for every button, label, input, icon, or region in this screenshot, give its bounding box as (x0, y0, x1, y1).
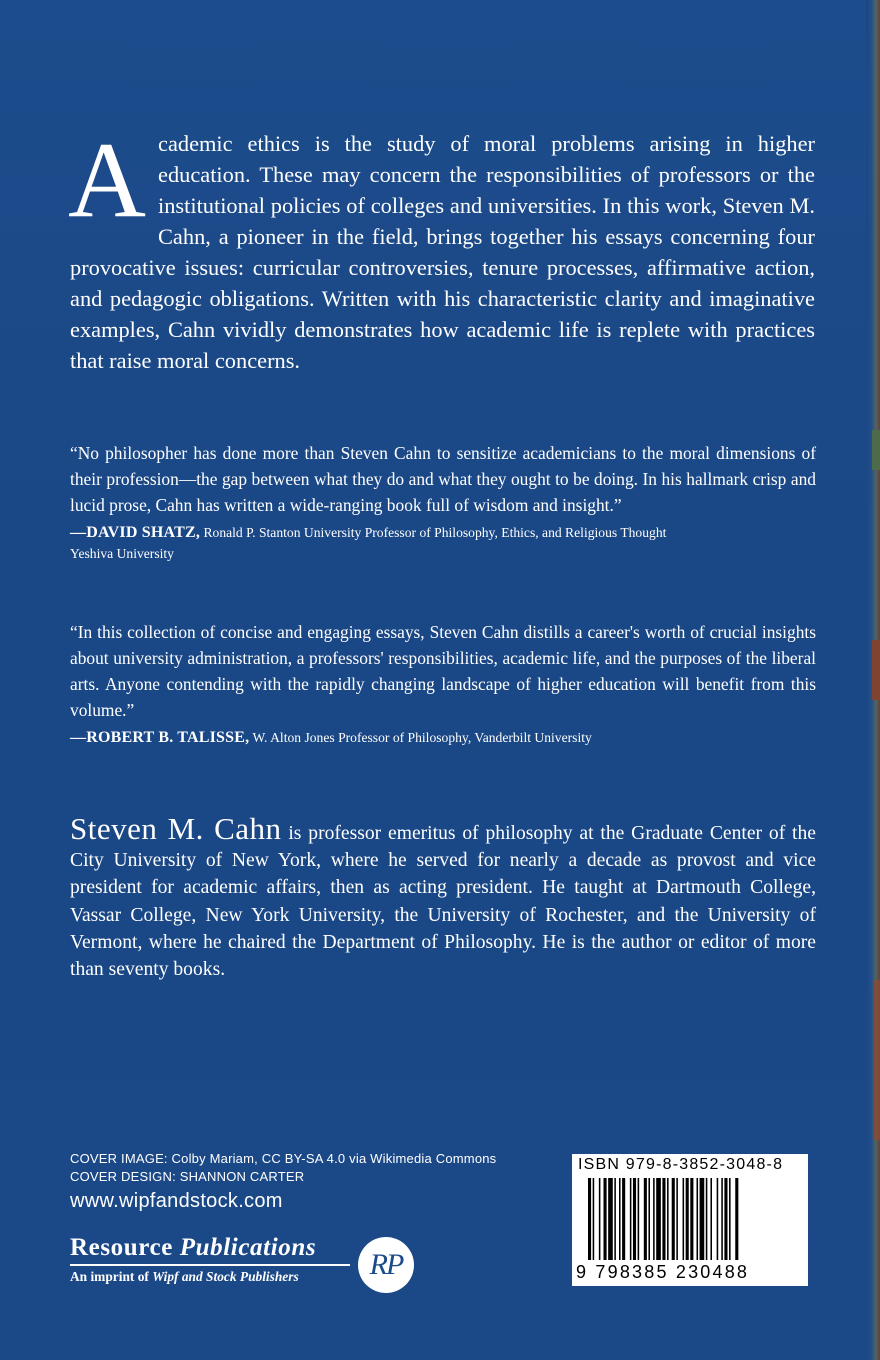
author-bio (70, 811, 816, 983)
publisher-name (70, 1234, 350, 1262)
barcode-bar (593, 1178, 595, 1260)
barcode-bar (599, 1178, 601, 1260)
publisher-name-part: Resource (70, 1234, 173, 1261)
barcode-bar (706, 1178, 708, 1260)
barcode-bar (710, 1178, 712, 1260)
barcode-bar (619, 1178, 621, 1260)
barcode-bar (614, 1178, 616, 1260)
cover-image-credit: COVER IMAGE: Colby Mariam, CC BY-SA 4.0 via Wikimedia Commons (70, 1151, 497, 1166)
barcode-bar (686, 1178, 689, 1260)
quote-affiliation: W. Alton Jones Professor of Philosophy, Vanderbilt University (252, 730, 592, 745)
barcode-bar (662, 1178, 665, 1260)
drop-cap: A (68, 121, 146, 240)
quote-attribution (70, 727, 816, 748)
barcode-bar (721, 1178, 723, 1260)
barcode-bar (638, 1178, 640, 1260)
quote-text: “In this collection of concise and engaging essays, Steven Cahn distills a career's worth of crucial insights about university administration, a professors' responsibilities, academic life, and the purposes of the liberal arts. Anyone contending with the rapidly changing landscape of higher education will benefit from this volume.” (70, 622, 816, 720)
quote-author: —DAVID SHATZ, (70, 524, 201, 541)
publisher-name-part: Publications (179, 1234, 317, 1261)
spine-edge-detail (874, 980, 880, 1140)
barcode-bar (700, 1178, 705, 1260)
quote-text: “No philosopher has done more than Steven Cahn to sensitize academicians to the moral dimensions of their profession—the gap between what they do and what they ought to be doing. In his hallmark crisp and lucid prose, Cahn has written a wide-ranging book full of wisdom and insight.” (70, 443, 816, 515)
barcode-bar (648, 1178, 650, 1260)
endorsement-quote (70, 440, 816, 564)
barcode-bar (653, 1178, 655, 1260)
barcode-bar (656, 1178, 661, 1260)
barcode-bar (676, 1178, 678, 1260)
cover-design-credit: COVER DESIGN: SHANNON CARTER (70, 1169, 305, 1184)
barcode-bar (644, 1178, 647, 1260)
barcode-bar (690, 1178, 693, 1260)
isbn-digits: 9 798385 230488 (576, 1262, 750, 1282)
quote-attribution (70, 522, 816, 564)
barcode-bar (724, 1178, 727, 1260)
barcode-bar (667, 1178, 669, 1260)
book-description (68, 121, 815, 376)
spine-edge-detail (872, 430, 880, 470)
publisher-imprint (70, 1234, 350, 1285)
quote-affiliation: Yeshiva University (70, 546, 174, 561)
spine-edge-detail (872, 640, 880, 700)
barcode-bar (588, 1178, 591, 1260)
publisher-website: www.wipfandstock.com (70, 1190, 283, 1212)
barcode-bar (608, 1178, 613, 1260)
cover-credits (70, 1150, 496, 1186)
isbn-label: ISBN 979-8-3852-3048-8 (578, 1156, 784, 1173)
barcode-bar (630, 1178, 632, 1260)
barcode-bar (633, 1178, 636, 1260)
barcode-bar (717, 1178, 719, 1260)
bio-text: is professor emeritus of philosophy at the Graduate Center of the City University of New York, where he served for nearly a decade as provost and vice president for academic affairs, then as acting president. He taught at Dartmouth College, Vassar College, New York University, the University of Rochester, and the University of Vermont, where he chaired the Department of Philosophy. He is the author or editor of more than seventy books. (70, 823, 816, 981)
barcode-bar (683, 1178, 685, 1260)
imprint-prefix: An imprint of (70, 1268, 153, 1284)
publisher-rule (70, 1264, 350, 1266)
imprint-name: Wipf and Stock Publishers (152, 1268, 299, 1284)
rp-logo-icon: RP (358, 1237, 414, 1293)
endorsement-quote (70, 619, 816, 748)
author-name: Steven M. Cahn (70, 811, 282, 846)
description-text: cademic ethics is the study of moral problems arising in higher education. These may concern the responsibilities of professors or the institutional policies of colleges and universities. In this work, Steven M. Cahn, a pioneer in the field, brings together his essays concerning four provocative issues: curricular controversies, tenure processes, affirmative action, and pedagogic obligations. Written with his characteristic clarity and imaginative examples, Cahn vividly demonstrates how academic life is replete with practices that raise moral concerns. (70, 131, 815, 373)
barcode-bar (697, 1178, 699, 1260)
barcode-bar (672, 1178, 675, 1260)
quote-author: —ROBERT B. TALISSE, (70, 729, 250, 746)
quote-affiliation: Ronald P. Stanton University Professor of Philosophy, Ethics, and Religious Thought (203, 525, 667, 540)
barcode-bar (729, 1178, 731, 1260)
barcode-icon (588, 1178, 796, 1260)
barcode-bar (735, 1178, 738, 1260)
barcode-bar (622, 1178, 625, 1260)
barcode-bar (604, 1178, 607, 1260)
isbn-barcode-panel (572, 1154, 808, 1286)
imprint-line (70, 1269, 350, 1285)
